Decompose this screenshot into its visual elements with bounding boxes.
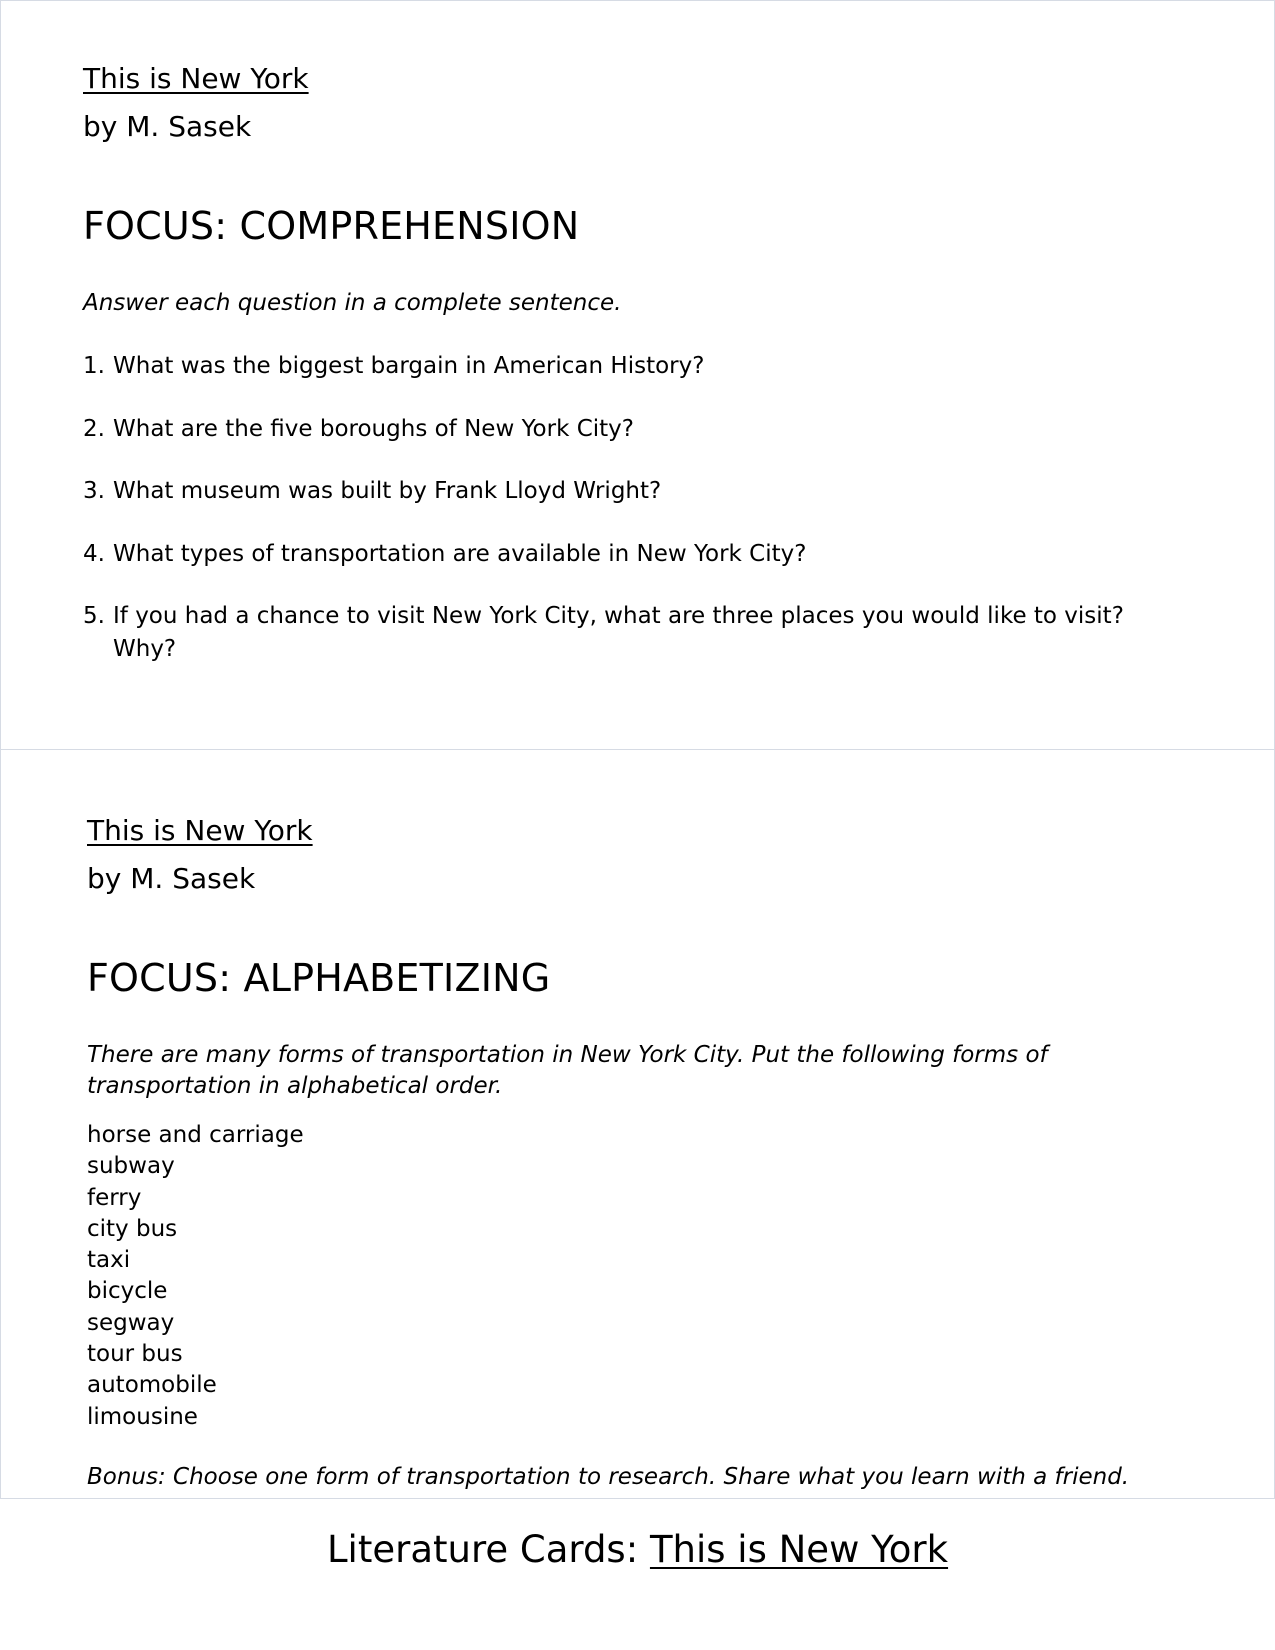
question-number: 3. [83, 478, 105, 504]
question-5 [83, 600, 1124, 632]
list-item: ferry [87, 1184, 142, 1211]
question-3 [83, 475, 661, 507]
author: by M. Sasek [83, 110, 252, 143]
question-1 [83, 350, 704, 382]
list-item: tour bus [87, 1341, 183, 1368]
book-title: This is New York [83, 62, 309, 95]
list-item: limousine [87, 1403, 198, 1430]
question-number: 2. [83, 416, 105, 442]
question-number: 5. [83, 603, 105, 629]
list-item: horse and carriage [87, 1122, 304, 1148]
list-item: segway [87, 1309, 175, 1336]
question-5-continuation: Why? [113, 636, 177, 662]
question-number: 1. [83, 353, 105, 379]
list-item: automobile [87, 1372, 217, 1399]
question-4 [83, 538, 806, 570]
author: by M. Sasek [87, 862, 256, 895]
comprehension-card [0, 0, 1275, 749]
bonus-text: Bonus: Choose one form of transportation to research. Share what you learn with a friend. [87, 1464, 1130, 1490]
instruction: Answer each question in a complete sentence. [83, 290, 622, 316]
question-2 [83, 413, 634, 445]
instruction-line-1: There are many forms of transportation in New York City. Put the following forms of [87, 1042, 1048, 1068]
list-item: subway [87, 1153, 175, 1180]
book-title: This is New York [87, 814, 313, 847]
list-item: city bus [87, 1215, 178, 1242]
question-number: 4. [83, 541, 105, 567]
question-text: If you had a chance to visit New York City, what are three places you would like to visit? [113, 603, 1124, 629]
transportation-list [87, 1120, 304, 1433]
question-text: What are the five boroughs of New York City? [113, 416, 635, 442]
list-item: bicycle [87, 1278, 168, 1305]
question-text: What was the biggest bargain in American History? [113, 353, 705, 379]
footer-prefix: Literature Cards: [326, 1528, 650, 1571]
instruction-line-2: transportation in alphabetical order. [87, 1073, 503, 1099]
list-item: taxi [87, 1247, 131, 1274]
question-text: What museum was built by Frank Lloyd Wright? [113, 478, 662, 504]
focus-heading: FOCUS: COMPREHENSION [83, 204, 580, 248]
focus-heading: FOCUS: ALPHABETIZING [87, 956, 551, 1000]
alphabetizing-card [0, 749, 1275, 1501]
footer-book-title: This is New York [649, 1528, 949, 1571]
footer-title [0, 1528, 1275, 1571]
question-text: What types of transportation are available in New York City? [113, 541, 807, 567]
